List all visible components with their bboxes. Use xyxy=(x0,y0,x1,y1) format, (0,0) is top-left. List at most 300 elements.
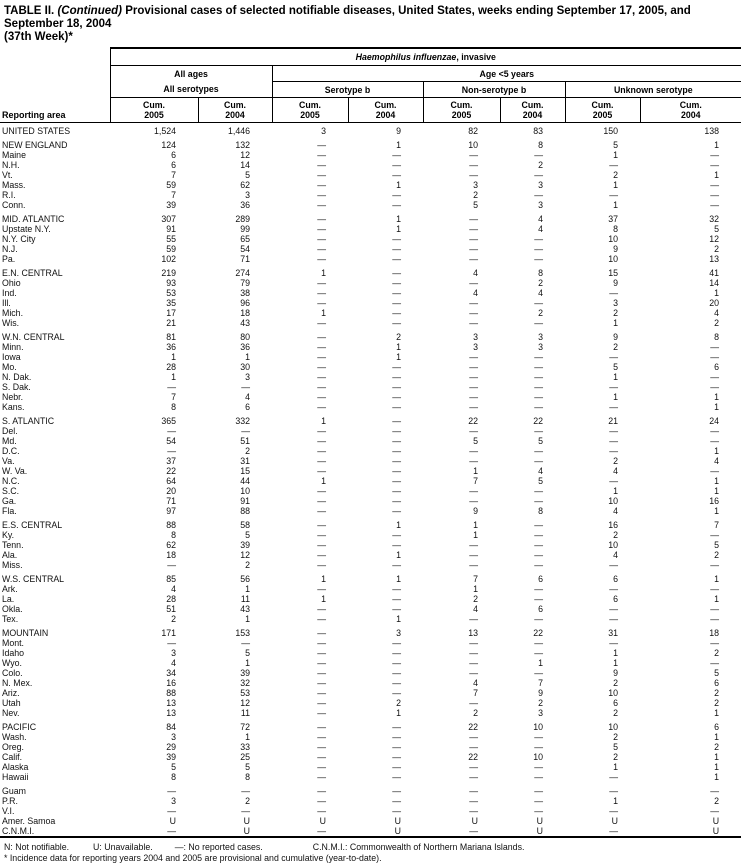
value-cell: — xyxy=(348,772,423,782)
value-cell: — xyxy=(640,382,741,392)
col-header xyxy=(348,98,423,123)
value-cell: — xyxy=(423,772,500,782)
header-row-columns xyxy=(0,98,741,123)
value-cell: — xyxy=(500,786,565,796)
value-cell: 1 xyxy=(565,392,640,402)
value-cell: — xyxy=(500,762,565,772)
value-cell: 1 xyxy=(640,140,741,150)
value-cell: U xyxy=(348,826,423,837)
value-cell: 10 xyxy=(565,540,640,550)
value-cell: 9 xyxy=(500,688,565,698)
value-cell: — xyxy=(348,742,423,752)
group-header-all-ages: All ages xyxy=(110,66,272,82)
value-cell: 5 xyxy=(198,762,272,772)
table-row xyxy=(0,752,741,762)
value-cell: — xyxy=(500,520,565,530)
value-cell: — xyxy=(423,402,500,412)
value-cell: — xyxy=(640,560,741,570)
value-cell: — xyxy=(423,732,500,742)
value-cell: 39 xyxy=(110,752,198,762)
value-cell: — xyxy=(500,372,565,382)
legend-not-notifiable: N: Not notifiable. xyxy=(4,842,69,852)
notifiable-diseases-table xyxy=(0,47,741,838)
value-cell: — xyxy=(110,786,198,796)
value-cell: 51 xyxy=(110,604,198,614)
value-cell: 1 xyxy=(272,268,348,278)
value-cell: 1 xyxy=(565,762,640,772)
value-cell: 24 xyxy=(640,416,741,426)
table-row xyxy=(0,732,741,742)
value-cell: U xyxy=(423,816,500,826)
value-cell: — xyxy=(423,668,500,678)
value-cell: 1,446 xyxy=(198,123,272,137)
value-cell: 10 xyxy=(565,722,640,732)
table-row xyxy=(0,594,741,604)
header-row-disease xyxy=(0,48,741,66)
subgroup-header-all-serotypes: All serotypes xyxy=(110,82,272,98)
table-row xyxy=(0,402,741,412)
value-cell: — xyxy=(348,466,423,476)
value-cell: — xyxy=(640,638,741,648)
value-cell: 153 xyxy=(198,628,272,638)
value-cell: 15 xyxy=(565,268,640,278)
group-header-age-under-5: Age <5 years xyxy=(272,66,741,82)
value-cell: — xyxy=(272,520,348,530)
value-cell: — xyxy=(348,278,423,288)
value-cell: 1 xyxy=(565,658,640,668)
title-week: (37th Week)* xyxy=(4,31,735,44)
reporting-area-cell: MID. ATLANTIC xyxy=(0,214,110,224)
value-cell: 1 xyxy=(565,372,640,382)
value-cell: 5 xyxy=(565,742,640,752)
value-cell: 1 xyxy=(500,658,565,668)
cum-label: Cum. xyxy=(349,100,423,110)
table-row xyxy=(0,268,741,278)
value-cell: 8 xyxy=(110,402,198,412)
reporting-area-cell: Ill. xyxy=(0,298,110,308)
reporting-area-cell: Upstate N.Y. xyxy=(0,224,110,234)
value-cell: — xyxy=(565,352,640,362)
value-cell: — xyxy=(348,668,423,678)
value-cell: 1 xyxy=(272,476,348,486)
value-cell: 132 xyxy=(198,140,272,150)
page-title xyxy=(0,0,741,46)
value-cell: — xyxy=(640,658,741,668)
value-cell: — xyxy=(272,466,348,476)
value-cell: — xyxy=(500,796,565,806)
value-cell: 1 xyxy=(198,584,272,594)
table-row xyxy=(0,584,741,594)
value-cell: 1 xyxy=(272,308,348,318)
value-cell: — xyxy=(272,658,348,668)
value-cell: 39 xyxy=(198,668,272,678)
value-cell: 1 xyxy=(348,180,423,190)
value-cell: 5 xyxy=(198,530,272,540)
value-cell: 3 xyxy=(423,180,500,190)
value-cell: — xyxy=(640,530,741,540)
title-text: Provisional cases of selected notifiable diseases, United States, weeks ending September 17, 2005, and September 18, 2004 xyxy=(4,5,691,30)
value-cell: — xyxy=(272,628,348,638)
value-cell: 36 xyxy=(110,342,198,352)
value-cell: — xyxy=(348,402,423,412)
reporting-area-cell: Wis. xyxy=(0,318,110,328)
value-cell: — xyxy=(348,436,423,446)
value-cell: 4 xyxy=(640,456,741,466)
reporting-area-cell: Minn. xyxy=(0,342,110,352)
value-cell: — xyxy=(348,318,423,328)
table-row xyxy=(0,466,741,476)
value-cell: — xyxy=(423,658,500,668)
value-cell: 1 xyxy=(348,574,423,584)
value-cell: 1 xyxy=(640,574,741,584)
value-cell: 10 xyxy=(500,722,565,732)
value-cell: — xyxy=(272,530,348,540)
value-cell: — xyxy=(500,254,565,264)
reporting-area-cell: Del. xyxy=(0,426,110,436)
value-cell: 6 xyxy=(640,362,741,372)
table-row xyxy=(0,688,741,698)
value-cell: — xyxy=(565,638,640,648)
value-cell: — xyxy=(272,318,348,328)
value-cell: — xyxy=(500,560,565,570)
value-cell: 4 xyxy=(565,550,640,560)
value-cell: 2 xyxy=(423,190,500,200)
reporting-area-cell: R.I. xyxy=(0,190,110,200)
value-cell: 6 xyxy=(565,574,640,584)
value-cell: — xyxy=(500,392,565,402)
value-cell: 97 xyxy=(110,506,198,516)
value-cell: — xyxy=(272,806,348,816)
value-cell: 7 xyxy=(423,574,500,584)
reporting-area-cell: Ariz. xyxy=(0,688,110,698)
value-cell: 62 xyxy=(110,540,198,550)
value-cell: — xyxy=(500,772,565,782)
year-label: 2005 xyxy=(111,110,198,120)
value-cell: 8 xyxy=(500,506,565,516)
value-cell: 7 xyxy=(110,190,198,200)
subgroup-header-unknown-serotype: Unknown serotype xyxy=(565,82,741,98)
value-cell: — xyxy=(565,614,640,624)
value-cell: 6 xyxy=(198,402,272,412)
reporting-area-cell: Maine xyxy=(0,150,110,160)
value-cell: 102 xyxy=(110,254,198,264)
value-cell: 22 xyxy=(500,628,565,638)
value-cell: 1 xyxy=(348,342,423,352)
value-cell: 4 xyxy=(565,466,640,476)
disease-header-cell xyxy=(110,48,741,66)
value-cell: 56 xyxy=(198,574,272,584)
value-cell: — xyxy=(500,244,565,254)
value-cell: 2 xyxy=(565,732,640,742)
reporting-area-cell: Wyo. xyxy=(0,658,110,668)
value-cell: 59 xyxy=(110,244,198,254)
value-cell: 36 xyxy=(198,342,272,352)
value-cell: U xyxy=(500,816,565,826)
value-cell: 9 xyxy=(348,123,423,137)
value-cell: 1 xyxy=(272,416,348,426)
value-cell: — xyxy=(640,466,741,476)
value-cell: — xyxy=(565,604,640,614)
value-cell: 4 xyxy=(198,392,272,402)
year-label: 2004 xyxy=(501,110,565,120)
value-cell: — xyxy=(500,190,565,200)
value-cell: — xyxy=(500,362,565,372)
value-cell: 2 xyxy=(500,308,565,318)
table-row xyxy=(0,288,741,298)
value-cell: — xyxy=(423,560,500,570)
table-row xyxy=(0,416,741,426)
disease-name-rest: , invasive xyxy=(456,52,496,62)
reporting-area-cell: Pa. xyxy=(0,254,110,264)
value-cell: 8 xyxy=(500,268,565,278)
reporting-area-cell: E.N. CENTRAL xyxy=(0,268,110,278)
value-cell: 16 xyxy=(565,520,640,530)
value-cell: 79 xyxy=(198,278,272,288)
reporting-area-cell: Alaska xyxy=(0,762,110,772)
footnote-legend xyxy=(4,842,737,853)
value-cell: 1 xyxy=(565,180,640,190)
value-cell: 2 xyxy=(500,160,565,170)
value-cell: — xyxy=(423,278,500,288)
table-row xyxy=(0,150,741,160)
reporting-area-cell: Mont. xyxy=(0,638,110,648)
table-row xyxy=(0,392,741,402)
value-cell: — xyxy=(500,446,565,456)
value-cell: — xyxy=(348,446,423,456)
value-cell: 35 xyxy=(110,298,198,308)
value-cell: — xyxy=(348,426,423,436)
reporting-area-cell: Ky. xyxy=(0,530,110,540)
value-cell: — xyxy=(423,214,500,224)
value-cell: — xyxy=(348,584,423,594)
cum-label: Cum. xyxy=(273,100,348,110)
col-header xyxy=(110,98,198,123)
value-cell: 5 xyxy=(110,762,198,772)
value-cell: 10 xyxy=(500,752,565,762)
value-cell: — xyxy=(423,254,500,264)
table-row xyxy=(0,426,741,436)
table-row xyxy=(0,628,741,638)
value-cell: 21 xyxy=(110,318,198,328)
value-cell: — xyxy=(272,214,348,224)
value-cell: — xyxy=(500,496,565,506)
value-cell: — xyxy=(640,806,741,816)
reporting-area-cell: Wash. xyxy=(0,732,110,742)
value-cell: 22 xyxy=(500,416,565,426)
value-cell: — xyxy=(565,584,640,594)
value-cell: — xyxy=(272,772,348,782)
value-cell: 32 xyxy=(198,678,272,688)
value-cell: — xyxy=(500,486,565,496)
reporting-area-cell: Miss. xyxy=(0,560,110,570)
disease-name-italic: Haemophilus influenzae xyxy=(356,52,457,62)
value-cell: — xyxy=(500,584,565,594)
table-row xyxy=(0,826,741,837)
value-cell: 4 xyxy=(565,506,640,516)
value-cell: — xyxy=(500,594,565,604)
value-cell: — xyxy=(500,806,565,816)
value-cell: — xyxy=(348,476,423,486)
value-cell: 7 xyxy=(110,392,198,402)
value-cell: 2 xyxy=(640,648,741,658)
reporting-area-cell: Nev. xyxy=(0,708,110,718)
value-cell: — xyxy=(272,506,348,516)
cum-label: Cum. xyxy=(641,100,741,110)
value-cell: — xyxy=(348,688,423,698)
reporting-area-cell: P.R. xyxy=(0,796,110,806)
value-cell: 1 xyxy=(110,352,198,362)
reporting-area-cell: W.N. CENTRAL xyxy=(0,332,110,342)
value-cell: — xyxy=(272,332,348,342)
value-cell: 11 xyxy=(198,708,272,718)
value-cell: U xyxy=(198,826,272,837)
table-head xyxy=(0,48,741,123)
value-cell: 2 xyxy=(565,752,640,762)
value-cell: — xyxy=(565,288,640,298)
table-row xyxy=(0,796,741,806)
value-cell: 85 xyxy=(110,574,198,584)
value-cell: 5 xyxy=(640,668,741,678)
footnote-incidence: * Incidence data for reporting years 2004 and 2005 are provisional and cumulative (year-to-date). xyxy=(4,853,737,864)
reporting-area-cell: Ind. xyxy=(0,288,110,298)
value-cell: 82 xyxy=(423,123,500,137)
value-cell: — xyxy=(272,752,348,762)
value-cell: — xyxy=(423,372,500,382)
value-cell: — xyxy=(272,190,348,200)
value-cell: 31 xyxy=(565,628,640,638)
value-cell: 1 xyxy=(640,446,741,456)
reporting-area-cell: NEW ENGLAND xyxy=(0,140,110,150)
value-cell: — xyxy=(500,550,565,560)
value-cell: U xyxy=(198,816,272,826)
table-row xyxy=(0,648,741,658)
value-cell: 2 xyxy=(500,698,565,708)
value-cell: 8 xyxy=(640,332,741,342)
value-cell: 2 xyxy=(565,342,640,352)
value-cell: — xyxy=(423,540,500,550)
table-row xyxy=(0,170,741,180)
value-cell: — xyxy=(348,530,423,540)
value-cell: — xyxy=(348,796,423,806)
value-cell: 5 xyxy=(565,362,640,372)
value-cell: 54 xyxy=(110,436,198,446)
value-cell: U xyxy=(640,816,741,826)
value-cell: 10 xyxy=(565,496,640,506)
value-cell: 38 xyxy=(198,288,272,298)
legend-cnmi: C.N.M.I.: Commonwealth of Northern Mariana Islands. xyxy=(313,842,525,852)
value-cell: 11 xyxy=(198,594,272,604)
value-cell: 6 xyxy=(565,594,640,604)
value-cell: 5 xyxy=(198,648,272,658)
reporting-area-cell: W. Va. xyxy=(0,466,110,476)
value-cell: 1 xyxy=(198,732,272,742)
value-cell: 15 xyxy=(198,466,272,476)
table-row xyxy=(0,530,741,540)
value-cell: 3 xyxy=(198,190,272,200)
value-cell: — xyxy=(640,342,741,352)
value-cell: — xyxy=(500,638,565,648)
value-cell: — xyxy=(565,476,640,486)
value-cell: 3 xyxy=(348,628,423,638)
reporting-area-cell: Fla. xyxy=(0,506,110,516)
value-cell: 72 xyxy=(198,722,272,732)
table-row xyxy=(0,806,741,816)
value-cell: — xyxy=(110,638,198,648)
reporting-area-cell: N. Mex. xyxy=(0,678,110,688)
reporting-area-cell: PACIFIC xyxy=(0,722,110,732)
table-row xyxy=(0,436,741,446)
value-cell: — xyxy=(348,372,423,382)
value-cell: 29 xyxy=(110,742,198,752)
table-row xyxy=(0,540,741,550)
value-cell: 7 xyxy=(423,688,500,698)
value-cell: 1 xyxy=(640,392,741,402)
table-row xyxy=(0,708,741,718)
value-cell: 365 xyxy=(110,416,198,426)
value-cell: 10 xyxy=(565,254,640,264)
value-cell: — xyxy=(272,362,348,372)
value-cell: — xyxy=(348,678,423,688)
value-cell: 1 xyxy=(640,506,741,516)
value-cell: 2 xyxy=(348,332,423,342)
value-cell: 13 xyxy=(640,254,741,264)
value-cell: 1 xyxy=(348,224,423,234)
table-row xyxy=(0,614,741,624)
value-cell: 2 xyxy=(640,698,741,708)
value-cell: 4 xyxy=(500,224,565,234)
reporting-area-cell: Ga. xyxy=(0,496,110,506)
value-cell: 2 xyxy=(110,614,198,624)
value-cell: — xyxy=(272,140,348,150)
value-cell: — xyxy=(348,362,423,372)
reporting-area-cell: W.S. CENTRAL xyxy=(0,574,110,584)
value-cell: 1 xyxy=(565,796,640,806)
value-cell: 99 xyxy=(198,224,272,234)
value-cell: 2 xyxy=(640,244,741,254)
table-row xyxy=(0,254,741,264)
table-row xyxy=(0,742,741,752)
value-cell: U xyxy=(500,826,565,837)
value-cell: 2 xyxy=(640,688,741,698)
value-cell: 18 xyxy=(110,550,198,560)
value-cell: 2 xyxy=(198,446,272,456)
value-cell: — xyxy=(110,446,198,456)
subgroup-header-non-serotype-b: Non-serotype b xyxy=(423,82,565,98)
table-row xyxy=(0,352,741,362)
value-cell: — xyxy=(500,318,565,328)
value-cell: 9 xyxy=(423,506,500,516)
value-cell: 28 xyxy=(110,594,198,604)
value-cell: — xyxy=(640,200,741,210)
value-cell: — xyxy=(272,278,348,288)
header-blank-cell xyxy=(0,48,110,66)
value-cell: — xyxy=(348,190,423,200)
value-cell: — xyxy=(423,160,500,170)
value-cell: — xyxy=(423,614,500,624)
value-cell: 88 xyxy=(110,520,198,530)
table-row xyxy=(0,200,741,210)
value-cell: 59 xyxy=(110,180,198,190)
value-cell: 3 xyxy=(500,332,565,342)
reporting-area-cell: La. xyxy=(0,594,110,604)
value-cell: 219 xyxy=(110,268,198,278)
value-cell: — xyxy=(423,456,500,466)
value-cell: — xyxy=(423,224,500,234)
value-cell: — xyxy=(272,150,348,160)
value-cell: 1 xyxy=(565,318,640,328)
value-cell: — xyxy=(272,486,348,496)
value-cell: 3 xyxy=(110,648,198,658)
